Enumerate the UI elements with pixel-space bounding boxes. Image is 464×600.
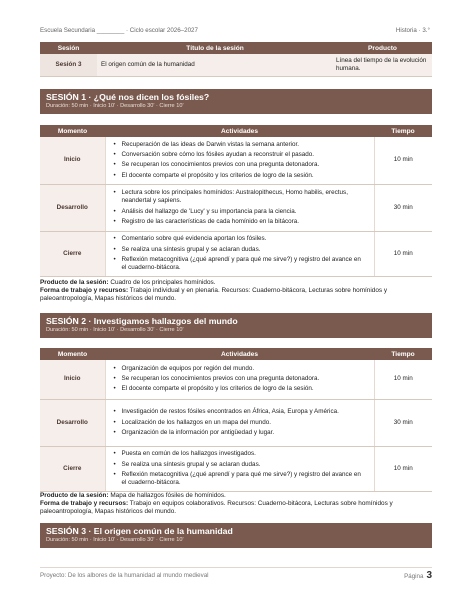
session-2-title: SESIÓN 2 · Investigamos hallazgos del mundo bbox=[46, 316, 238, 326]
list-item: • Se realiza una síntesis grupal y se aclaran dudas. bbox=[112, 246, 368, 254]
session-summary-table bbox=[40, 42, 432, 77]
moment-inicio: Inicio bbox=[40, 137, 105, 184]
product-cell: Línea del tiempo de la evolución humana. bbox=[333, 54, 432, 76]
list-item: • Organización de equipos por región del mundo. bbox=[112, 365, 368, 373]
project-title: Proyecto: De los albores de la humanidad al mundo medieval bbox=[40, 572, 209, 579]
col-moment-header: Momento bbox=[40, 125, 105, 137]
activities-header-row bbox=[40, 125, 432, 137]
summary-header-row bbox=[40, 42, 432, 54]
list-item: • Registro de las características de cada homínido en la bitácora. bbox=[112, 218, 368, 226]
activities-cell bbox=[105, 137, 374, 184]
page-indicator bbox=[404, 570, 432, 581]
time-cell: 10 min bbox=[374, 137, 432, 184]
activity-list bbox=[112, 365, 368, 393]
col-activities-header: Actividades bbox=[105, 125, 374, 137]
table-row bbox=[40, 446, 432, 491]
table-row bbox=[40, 399, 432, 446]
moment-cierre: Cierre bbox=[40, 231, 105, 276]
col-session-header: Sesión bbox=[40, 42, 97, 54]
list-item: • El docente comparte el propósito y los criterios de logro de la sesión. bbox=[112, 172, 368, 180]
list-item: • Reflexión metacognitiva (¿qué aprendí y para qué me sirve?) y registro del avance en el cuaderno-bitácora. bbox=[112, 256, 368, 272]
session-3-banner bbox=[40, 523, 432, 548]
subject-text: Historia · 3.° bbox=[395, 27, 430, 34]
session-1-title: SESIÓN 1 · ¿Qué nos dicen los fósiles? bbox=[46, 92, 210, 102]
activities-cell bbox=[105, 360, 374, 399]
session-1-duration: Duración: 50 min · Inicio 10' · Desarrollo 30' · Cierre 10' bbox=[46, 103, 184, 109]
session-3-duration: Duración: 50 min · Inicio 10' · Desarrollo 30' · Cierre 10' bbox=[46, 537, 184, 543]
list-item: • Localización de los hallazgos en un mapa del mundo. bbox=[112, 419, 368, 427]
table-row bbox=[40, 360, 432, 399]
list-item: • Se recuperan los conocimientos previos con una pregunta detonadora. bbox=[112, 161, 368, 169]
table-row bbox=[40, 54, 432, 76]
list-item: • Conversación sobre cómo los fósiles ayudan a reconstruir el pasado. bbox=[112, 151, 368, 159]
school-cycle-text: Escuela Secundaria ________ · Ciclo escolar 2026–2027 bbox=[40, 27, 198, 34]
activities-cell bbox=[105, 184, 374, 231]
activities-header-row bbox=[40, 348, 432, 360]
session-3-title: SESIÓN 3 · El origen común de la humanidad bbox=[46, 526, 233, 536]
session-1-activities-table bbox=[40, 125, 432, 277]
resources-value: Trabajo en equipos colaborativos. Recursos: Cuaderno-bitácora, Lecturas sobre homínidos y paleoantropología, Mapas históricos del mundo. bbox=[40, 500, 393, 515]
product-line bbox=[40, 279, 432, 287]
list-item: • Se realiza una síntesis grupal y se aclaran dudas. bbox=[112, 461, 368, 469]
page-footer bbox=[40, 567, 432, 581]
list-item: • Se recuperan los conocimientos previos con una pregunta detonadora. bbox=[112, 375, 368, 383]
session-1-notes bbox=[40, 279, 432, 303]
resources-value: Trabajo individual y en plenaria. Recursos: Cuaderno-bitácora, Lecturas sobre homínidos y paleoantropología, Mapas históricos del mundo. bbox=[40, 287, 388, 302]
activity-list bbox=[112, 408, 368, 436]
col-title-header: Título de la sesión bbox=[97, 42, 333, 54]
title-cell: El origen común de la humanidad bbox=[97, 54, 333, 76]
product-label: Producto de la sesión: bbox=[40, 492, 109, 499]
col-time-header: Tiempo bbox=[374, 125, 432, 137]
time-cell: 30 min bbox=[374, 399, 432, 446]
list-item: • Puesta en común de los hallazgos investigados. bbox=[112, 450, 368, 458]
list-item: • Análisis del hallazgo de 'Lucy' y su importancia para la ciencia. bbox=[112, 208, 368, 216]
col-time-header: Tiempo bbox=[374, 348, 432, 360]
product-value: Cuadro de los principales homínidos. bbox=[110, 279, 216, 286]
list-item: • Organización de la información por antigüedad y lugar. bbox=[112, 429, 368, 437]
product-label: Producto de la sesión: bbox=[40, 279, 109, 286]
page-label: Página bbox=[404, 573, 424, 580]
activity-list bbox=[112, 235, 368, 271]
list-item: • Lectura sobre los principales homínidos: Australopithecus, Homo habilis, erectus, neandertal y sapiens. bbox=[112, 189, 368, 205]
session-2-duration: Duración: 50 min · Inicio 10' · Desarrollo 30' · Cierre 10' bbox=[46, 327, 184, 333]
moment-cierre: Cierre bbox=[40, 446, 105, 491]
col-product-header: Producto bbox=[333, 42, 432, 54]
page-header bbox=[40, 27, 430, 37]
session-cell: Sesión 3 bbox=[40, 54, 97, 76]
session-2-notes bbox=[40, 492, 432, 516]
resources-line bbox=[40, 500, 432, 516]
moment-inicio: Inicio bbox=[40, 360, 105, 399]
activities-cell bbox=[105, 231, 374, 276]
resources-line bbox=[40, 287, 432, 303]
activities-cell bbox=[105, 399, 374, 446]
table-row bbox=[40, 137, 432, 184]
moment-desarrollo: Desarrollo bbox=[40, 184, 105, 231]
activity-list bbox=[112, 189, 368, 225]
activities-cell bbox=[105, 446, 374, 491]
page-number: 3 bbox=[426, 570, 432, 581]
resources-label: Forma de trabajo y recursos: bbox=[40, 287, 129, 294]
col-moment-header: Momento bbox=[40, 348, 105, 360]
table-row bbox=[40, 184, 432, 231]
activity-list bbox=[112, 450, 368, 486]
resources-label: Forma de trabajo y recursos: bbox=[40, 500, 129, 507]
product-line bbox=[40, 492, 432, 500]
session-1-banner bbox=[40, 89, 432, 114]
list-item: • Reflexión metacognitiva (¿qué aprendí y para qué me sirve?) y registro del avance en el cuaderno-bitácora. bbox=[112, 471, 368, 487]
session-2-activities-table bbox=[40, 348, 432, 492]
list-item: • Investigación de restos fósiles encontrados en África, Asia, Europa y América. bbox=[112, 408, 368, 416]
time-cell: 10 min bbox=[374, 446, 432, 491]
moment-desarrollo: Desarrollo bbox=[40, 399, 105, 446]
time-cell: 10 min bbox=[374, 360, 432, 399]
session-2-banner bbox=[40, 313, 432, 338]
col-activities-header: Actividades bbox=[105, 348, 374, 360]
table-row bbox=[40, 231, 432, 276]
product-value: Mapa de hallazgos fósiles de homínidos. bbox=[110, 492, 226, 499]
time-cell: 10 min bbox=[374, 231, 432, 276]
list-item: • El docente comparte el propósito y los criterios de logro de la sesión. bbox=[112, 385, 368, 393]
list-item: • Recuperación de las ideas de Darwin vistas la semana anterior. bbox=[112, 141, 368, 149]
list-item: • Comentario sobre qué evidencia aportan los fósiles. bbox=[112, 235, 368, 243]
activity-list bbox=[112, 141, 368, 180]
time-cell: 30 min bbox=[374, 184, 432, 231]
